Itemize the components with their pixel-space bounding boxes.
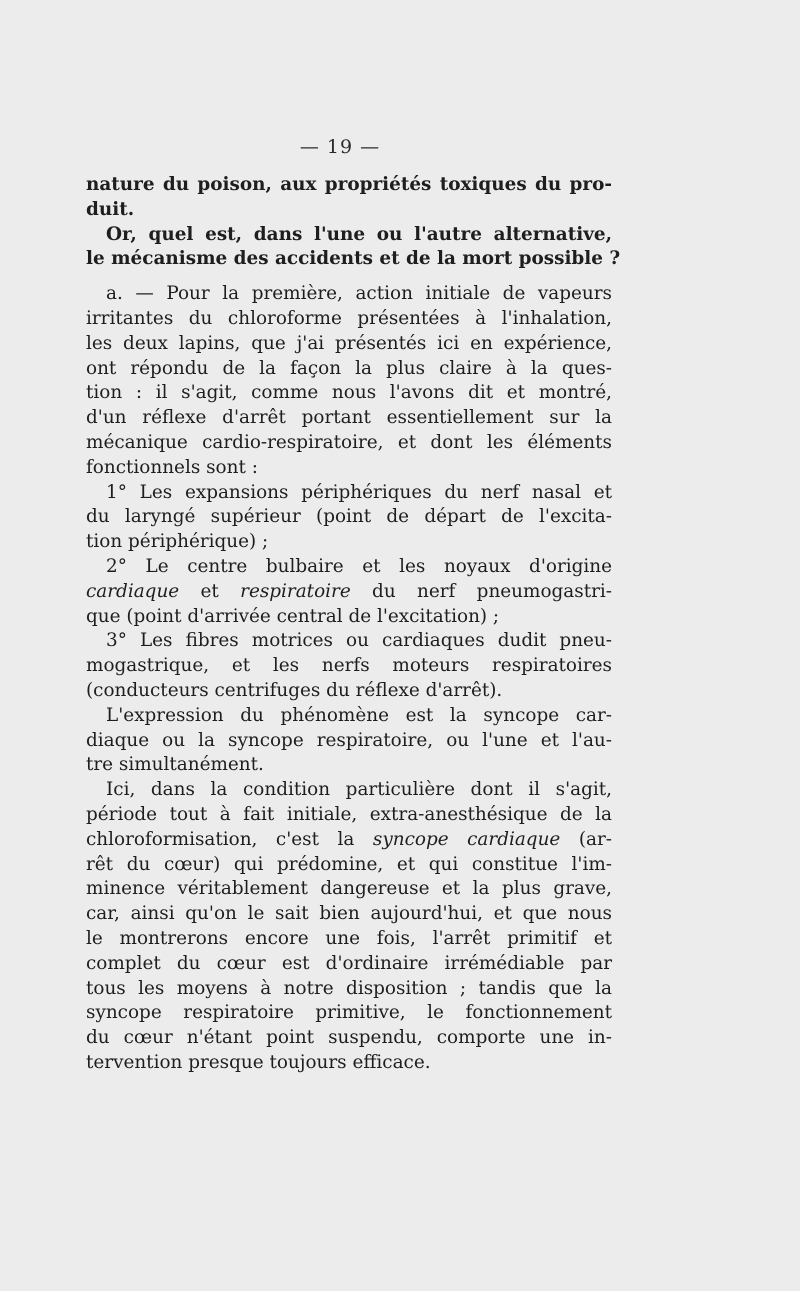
text-line: 3° Les fibres motrices ou cardiaques dudit pneu- [106, 630, 612, 652]
text-line: 1° Les expansions périphériques du nerf nasal et [106, 481, 612, 503]
text-line: complet du cœur est d'ordinaire irrémédiable par [86, 952, 612, 974]
text-line: rêt du cœur) qui prédomine, et qui constitue l'im- [86, 853, 612, 875]
text-line: mogastrique, et les nerfs moteurs respiratoires [86, 655, 612, 677]
text-line: cardiaque et respiratoire du nerf pneumogastri- [86, 580, 612, 602]
text-line: duit. [86, 198, 135, 220]
text-line: syncope respiratoire primitive, le fonctionnement [86, 1002, 612, 1024]
text-line: tous les moyens à notre disposition ; tandis que la [86, 977, 612, 999]
italic-term: respiratoire [240, 580, 351, 602]
text-line: que (point d'arrivée central de l'excitation) ; [86, 605, 500, 627]
text-line: du laryngé supérieur (point de départ de l'excita- [86, 506, 612, 528]
text-line: période tout à fait initiale, extra-anesthésique de la [86, 803, 612, 825]
text-line: mécanique cardio-respiratoire, et dont les éléments [86, 431, 612, 453]
text-line: 2° Le centre bulbaire et les noyaux d'origine [106, 555, 612, 577]
text-line: d'un réflexe d'arrêt portant essentiellement sur la [86, 407, 612, 429]
text-line: Or, quel est, dans l'une ou l'autre alternative, [106, 223, 612, 245]
text-line: le mécanisme des accidents et de la mort possible ? [86, 248, 621, 270]
paragraph-gap [86, 272, 612, 282]
italic-term: cardiaque [86, 580, 180, 602]
text-line: ont répondu de la façon la plus claire à la ques- [86, 357, 612, 379]
text-line: nature du poison, aux propriétés toxiques du pro- [86, 174, 612, 195]
text-line: tervention presque toujours efficace. [86, 1051, 431, 1073]
text-line: Ici, dans la condition particulière dont il s'agit, [106, 779, 612, 801]
text-line: diaque ou la syncope respiratoire, ou l'une et l'au- [86, 729, 612, 751]
text-line: du cœur n'étant point suspendu, comporte une in- [86, 1027, 612, 1049]
text-line: tion : il s'agit, comme nous l'avons dit et montré, [86, 382, 612, 404]
text-line: le montrerons encore une fois, l'arrêt primitif et [86, 927, 612, 949]
text-line: a. — Pour la première, action initiale de vapeurs [106, 283, 612, 305]
page-number: — 19 — [299, 136, 381, 158]
text-line: irritantes du chloroforme présentées à l'inhalation, [86, 307, 612, 329]
text-line: fonctionnels sont : [86, 456, 258, 478]
text-line: chloroformisation, c'est la syncope cardiaque (ar- [86, 828, 612, 850]
italic-term: syncope cardiaque [372, 828, 561, 850]
text-line: (conducteurs centrifuges du réflexe d'arrêt). [86, 679, 503, 701]
text-line: car, ainsi qu'on le sait bien aujourd'hui, et que nous [86, 903, 612, 925]
text-line: L'expression du phénomène est la syncope car- [106, 704, 612, 726]
text-line: tion périphérique) ; [86, 531, 269, 553]
text-line: tre simultanément. [86, 754, 264, 776]
text-line: minence véritablement dangereuse et la plus grave, [86, 878, 612, 900]
text-line: les deux lapins, que j'ai présentés ici en expérience, [86, 332, 612, 354]
body-text [86, 173, 621, 1076]
